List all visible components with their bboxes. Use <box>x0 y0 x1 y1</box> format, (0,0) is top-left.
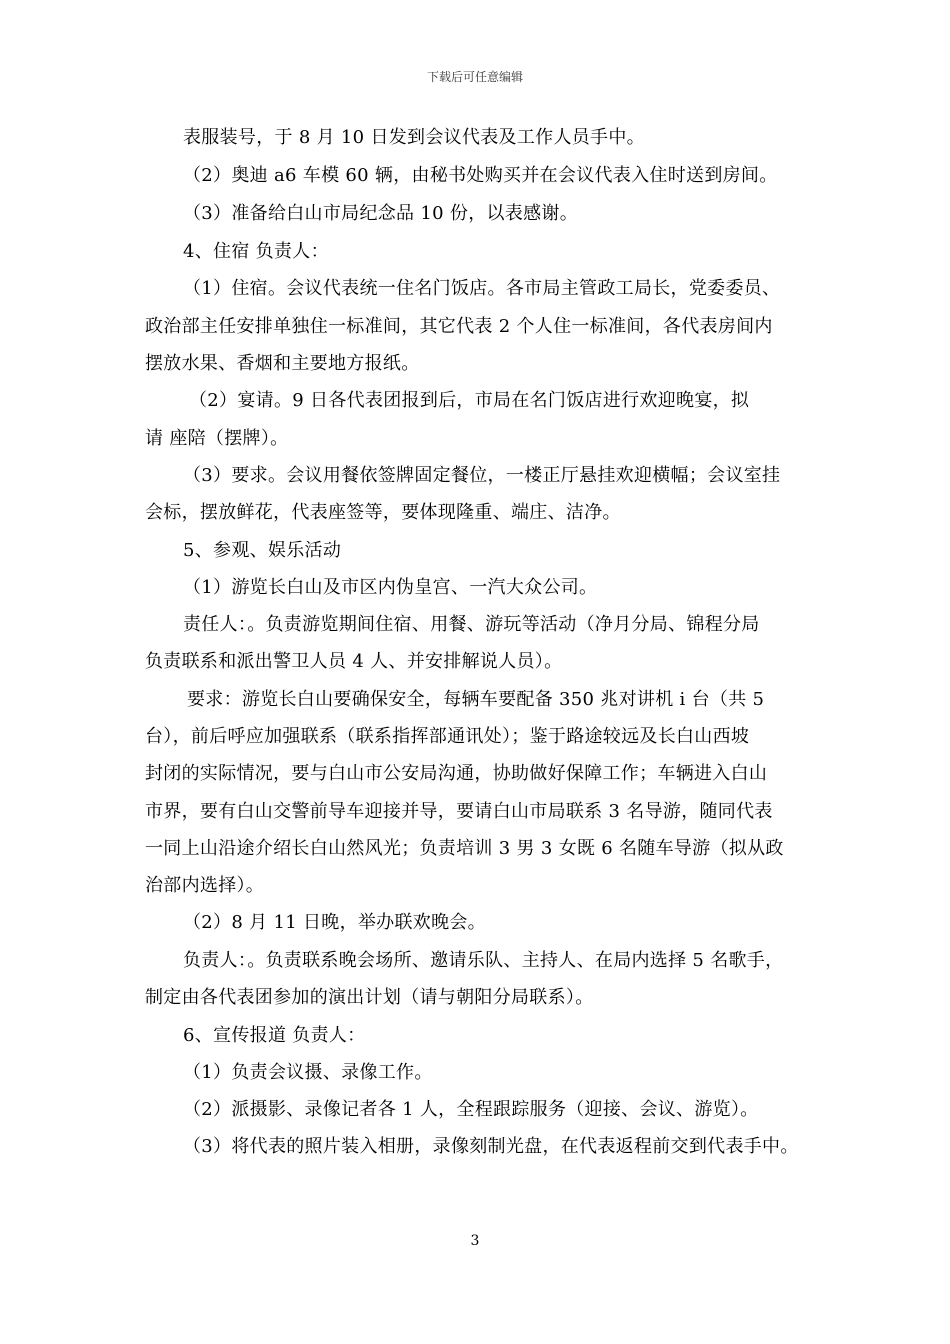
text-line: 负责人：。负责联系晚会场所、邀请乐队、主持人、在局内选择 5 名歌手， <box>183 950 784 971</box>
text-line: 6、宣传报道 负责人： <box>183 1025 366 1046</box>
text-line: 政治部主任安排单独住一标准间，其它代表 2 个人住一标准间，各代表房间内 <box>145 316 773 337</box>
text-line: 会标，摆放鲜花，代表座签等，要体现隆重、端庄、洁净。 <box>145 502 621 523</box>
text-line: （1）住宿。会议代表统一住名门饭店。各市局主管政工局长，党委委员、 <box>183 278 781 299</box>
text-line: 负责联系和派出警卫人员 4 人、并安排解说人员）。 <box>145 651 563 672</box>
text-line: 封闭的实际情况，要与白山市公安局沟通，协助做好保障工作；车辆进入白山 <box>145 763 768 784</box>
page-header: 下载后可任意编辑 <box>426 70 523 84</box>
text-line: 治部内选择）。 <box>145 875 265 896</box>
text-line: （1）负责会议摄、录像工作。 <box>183 1062 433 1083</box>
text-line: 一同上山沿途介绍长白山然风光；负责培训 3 男 3 女既 6 名随车导游（拟从政 <box>145 838 784 859</box>
text-line: （2）8 月 11 日晚，举办联欢晚会。 <box>183 912 486 933</box>
text-line: （2）派摄影、录像记者各 1 人，全程跟踪服务（迎接、会议、游览）。 <box>183 1099 759 1120</box>
text-line: 4、住宿 负责人： <box>183 241 329 262</box>
text-line: （3）要求。会议用餐依签牌固定餐位，一楼正厅悬挂欢迎横幅；会议室挂 <box>183 465 781 486</box>
text-line: （2）奥迪 a6 车模 60 辆，由秘书处购买并在会议代表入住时送到房间。 <box>183 165 778 186</box>
text-line: 市界，要有白山交警前导车迎接并导，要请白山市局联系 3 名导游，随同代表 <box>145 801 773 822</box>
text-line: 要求：游览长白山要确保安全，每辆车要配备 350 兆对讲机 i 台（共 5 <box>187 689 765 710</box>
page-number: 3 <box>470 1233 480 1249</box>
text-line: 表服装号，于 8 月 10 日发到会议代表及工作人员手中。 <box>183 127 645 148</box>
text-line: （2）宴请。9 日各代表团报到后，市局在名门饭店进行欢迎晚宴，拟 <box>189 390 750 411</box>
text-line: 制定由各代表团参加的演出计划（请与朝阳分局联系）。 <box>145 987 594 1008</box>
text-line: 摆放水果、香烟和主要地方报纸。 <box>145 353 420 374</box>
text-line: （3）将代表的照片装入相册，录像刻制光盘，在代表返程前交到代表手中。 <box>183 1136 799 1157</box>
text-line: 台），前后呼应加强联系（联系指挥部通讯处）；鉴于路途较远及长白山西坡 <box>145 726 750 747</box>
text-line: 责任人：。负责游览期间住宿、用餐、游玩等活动（净月分局、锦程分局 <box>183 614 760 635</box>
text-line: （3）准备给白山市局纪念品 10 份，以表感谢。 <box>183 203 578 224</box>
text-line: 5、参观、娱乐活动 <box>183 540 342 561</box>
text-line: 请 座陪（摆牌）。 <box>145 428 289 449</box>
text-line: （1）游览长白山及市区内伪皇宫、一汽大众公司。 <box>183 577 598 598</box>
